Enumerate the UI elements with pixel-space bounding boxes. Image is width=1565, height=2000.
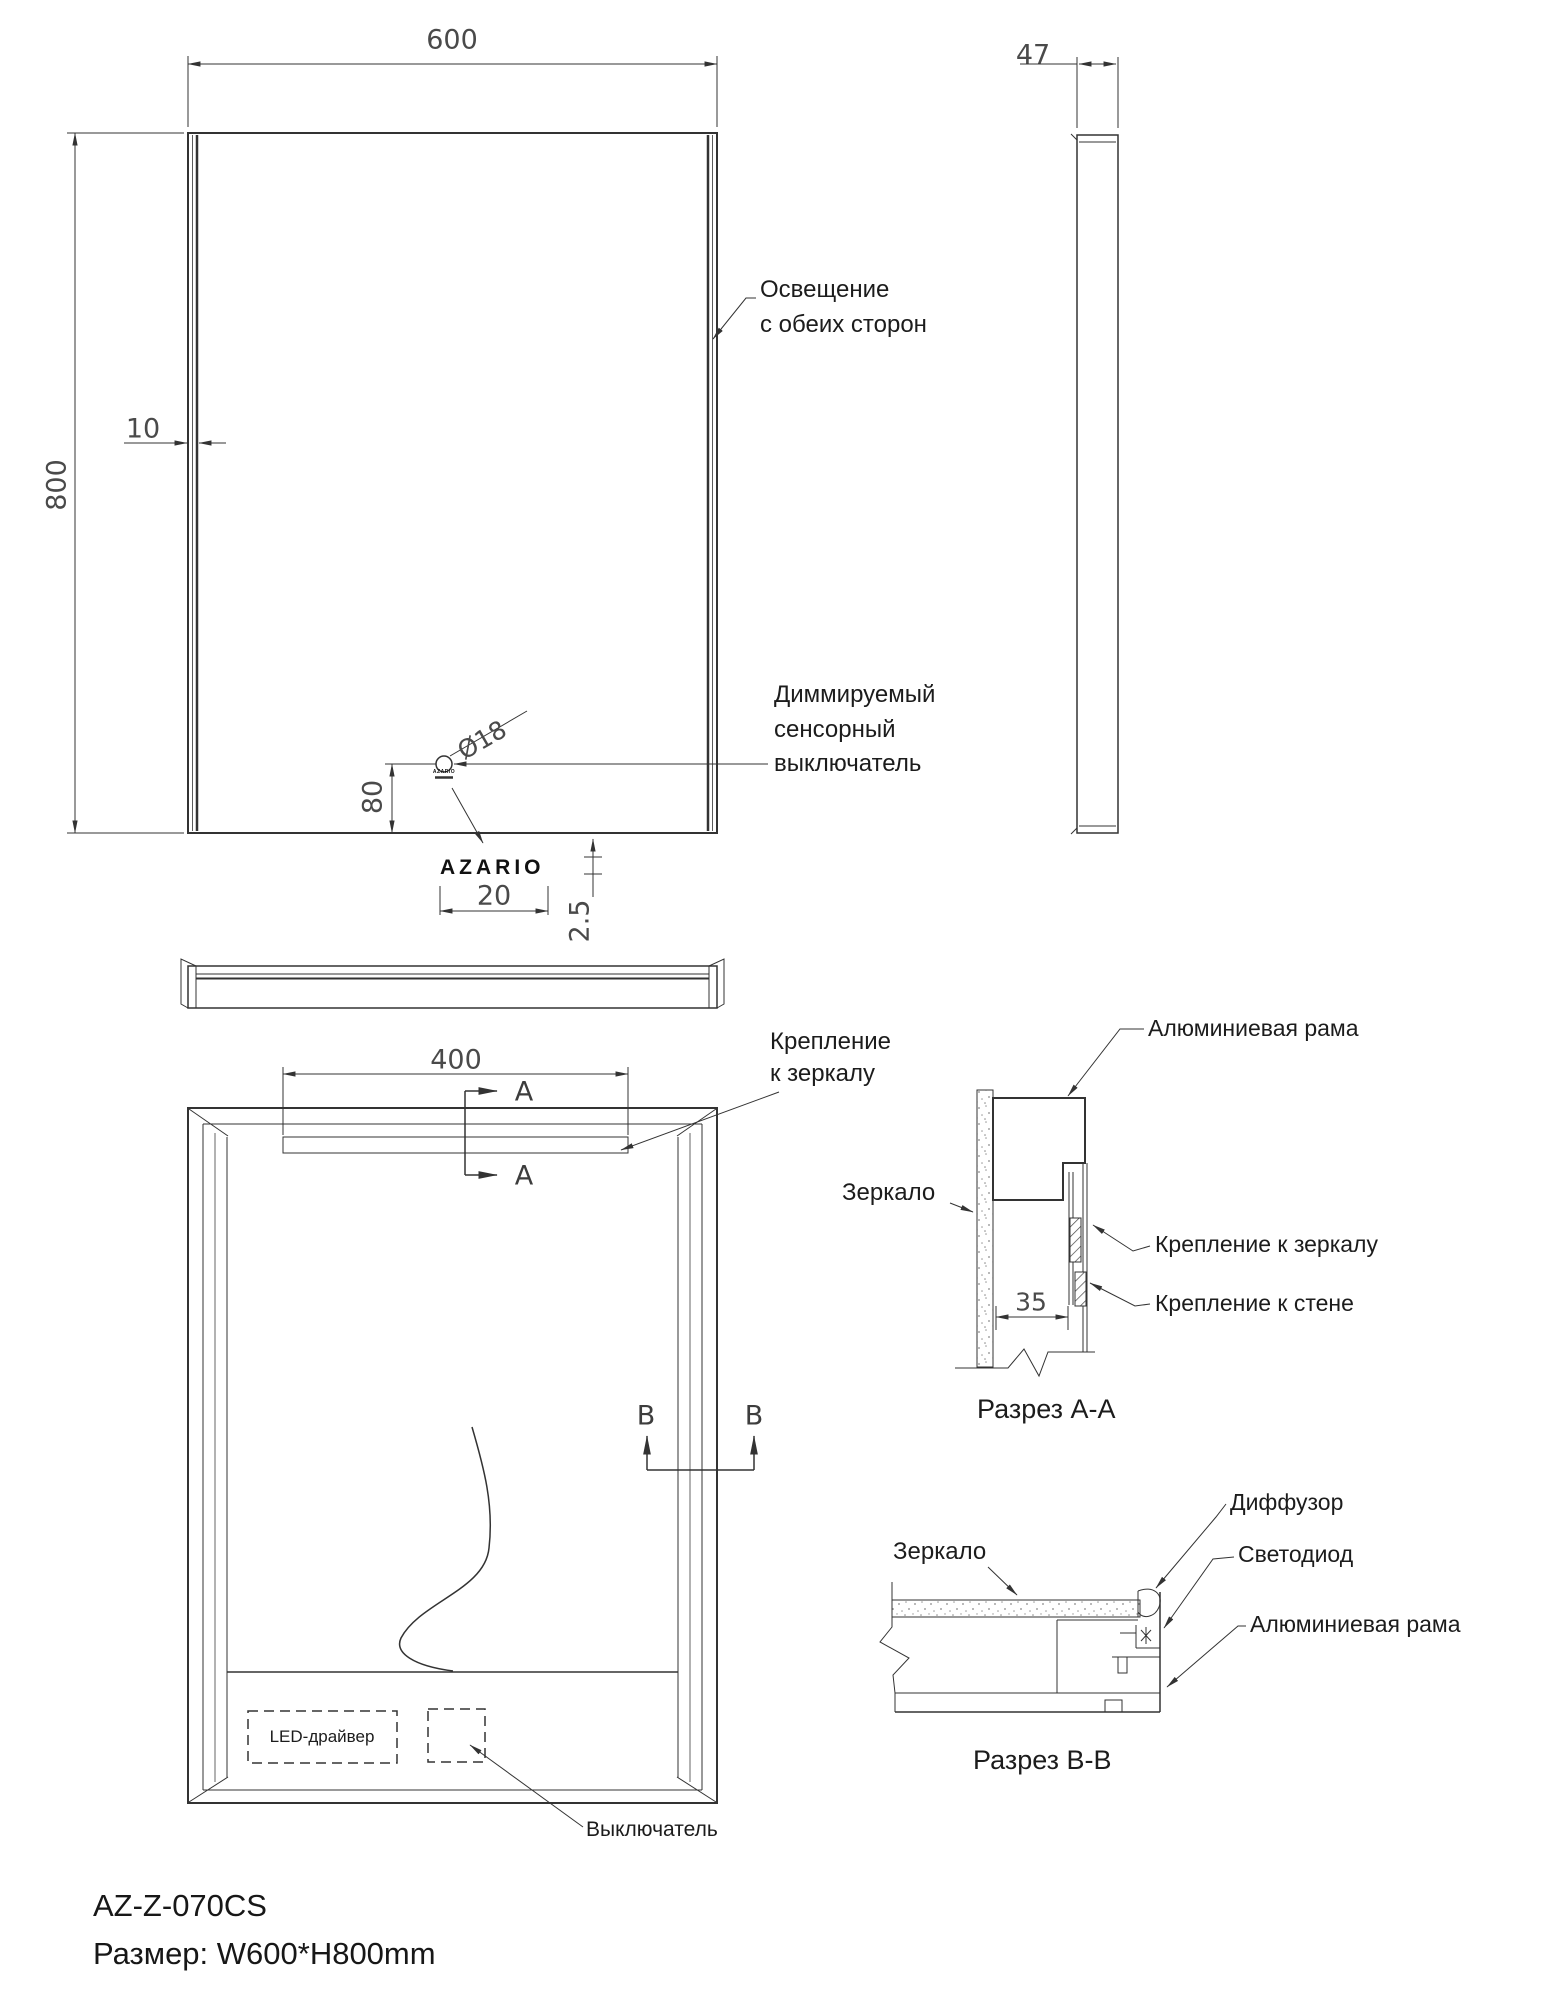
- section-aa: [950, 1029, 1150, 1376]
- dim-depth: 47: [1015, 39, 1051, 71]
- section-bb: [880, 1504, 1246, 1712]
- section-aa-title: Разрез A-A: [977, 1394, 1116, 1424]
- product-size: Размер: W600*H800mm: [93, 1936, 436, 1971]
- section-b-mark-left: B: [636, 1400, 656, 1432]
- label-dimmable-line2: сенсорный: [774, 716, 896, 743]
- label-mount-line2: к зеркалу: [770, 1060, 875, 1087]
- label-mount-line1: Крепление: [770, 1028, 892, 1055]
- label-dimmable-line3: выключатель: [774, 750, 922, 777]
- section-b-mark-right: B: [744, 1400, 764, 1432]
- dim-height: 800: [41, 459, 73, 511]
- dim-bracket-length: 400: [430, 1044, 482, 1076]
- label-diffuser-bb: Диффузор: [1230, 1489, 1344, 1515]
- label-lighting-line2: с обеих сторон: [760, 311, 927, 338]
- brand-logo: AZARIO: [440, 856, 545, 879]
- dim-width: 600: [426, 24, 478, 56]
- label-mount-wall-aa: Крепление к стене: [1155, 1290, 1354, 1316]
- product-model: AZ-Z-070CS: [93, 1888, 267, 1923]
- dim-strip-width: 10: [125, 413, 161, 445]
- label-alu-frame-aa: Алюминиевая рама: [1148, 1015, 1359, 1041]
- front-view: [67, 56, 768, 915]
- dim-bracket-offset: 35: [1015, 1287, 1047, 1317]
- label-alu-frame-bb: Алюминиевая рама: [1250, 1611, 1461, 1637]
- brand-logo-mini: AZARIO: [432, 769, 456, 775]
- dim-logo-gap: 2.5: [564, 899, 596, 943]
- label-switch: Выключатель: [586, 1818, 718, 1841]
- label-lighting-line1: Освещение: [760, 276, 890, 303]
- side-view: [1020, 57, 1118, 834]
- label-led-driver: LED-драйвер: [269, 1727, 375, 1746]
- dim-logo-width: 20: [476, 880, 512, 912]
- back-view: [188, 1067, 779, 1827]
- label-mirror-bb: Зеркало: [893, 1538, 987, 1565]
- bottom-view: [181, 959, 724, 1008]
- section-a-mark-bottom: A: [514, 1160, 534, 1192]
- label-dimmable-line1: Диммируемый: [774, 681, 936, 708]
- dim-switch-diameter: Ø18: [452, 714, 512, 766]
- section-a-mark-top: A: [514, 1076, 534, 1108]
- label-mirror-aa: Зеркало: [842, 1179, 936, 1206]
- section-bb-title: Разрез B-B: [973, 1745, 1112, 1775]
- label-led-bb: Светодиод: [1238, 1541, 1354, 1567]
- label-mount-mirror-aa: Крепление к зеркалу: [1155, 1231, 1378, 1257]
- dim-switch-height: 80: [357, 779, 389, 815]
